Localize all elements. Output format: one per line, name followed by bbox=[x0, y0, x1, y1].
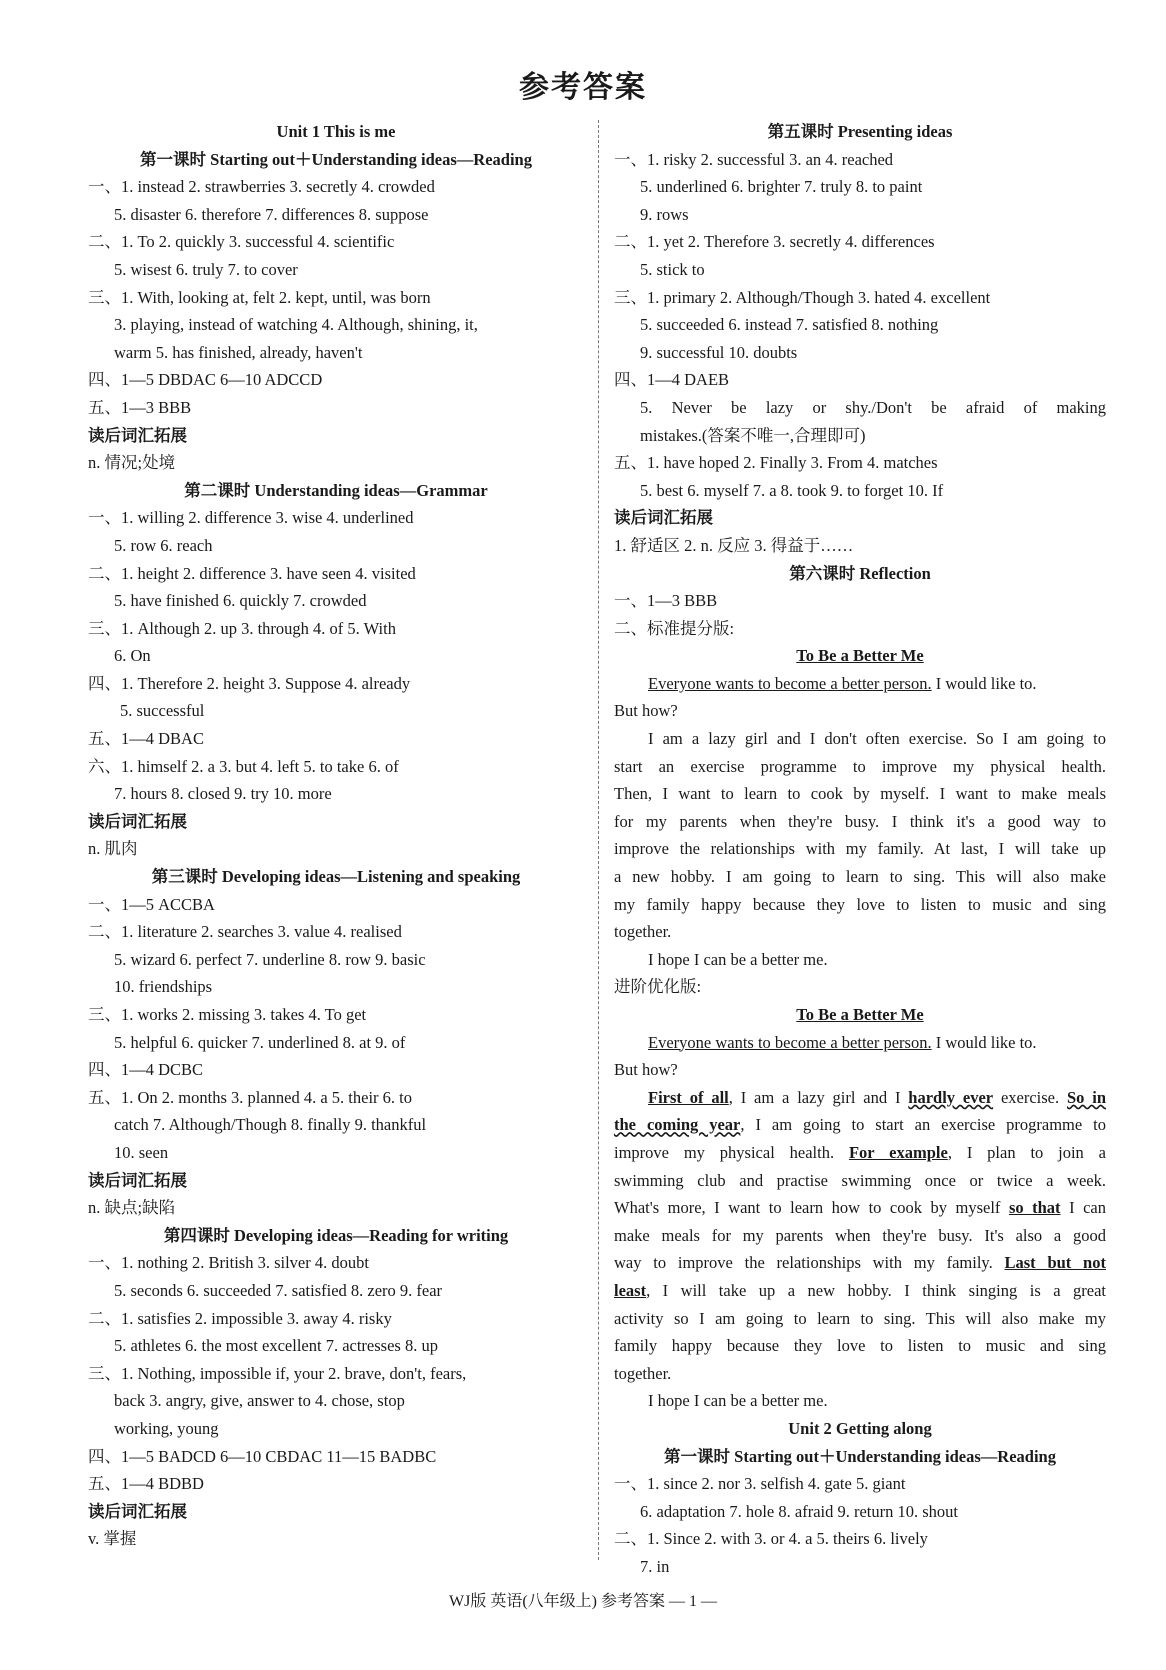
right-column bbox=[614, 118, 1106, 1580]
essay-line: family happy because they love to listen to music and sing bbox=[614, 1336, 1106, 1356]
essay-line: activity so I am going to learn to sing. This will also make my bbox=[614, 1308, 1106, 1328]
essay-title: To Be a Better Me bbox=[796, 1005, 924, 1024]
essay-line: I hope I can be a better me. bbox=[648, 1391, 828, 1411]
essay-line: least, I will take up a new hobby. I think singing is a great bbox=[614, 1280, 1106, 1300]
essay-line: way to improve the relationships with my family. Last but not bbox=[614, 1253, 1106, 1273]
answer-line: 四、1. Therefore 2. height 3. Suppose 4. already bbox=[88, 673, 411, 693]
essay-line: Everyone wants to become a better person. I would like to. bbox=[648, 1032, 1037, 1052]
answer-line: 一、1—5 ACCBA bbox=[88, 894, 215, 914]
answer-line: 一、1. willing 2. difference 3. wise 4. underlined bbox=[88, 508, 414, 528]
answer-line: 六、1. himself 2. a 3. but 4. left 5. to take 6. of bbox=[88, 756, 399, 776]
left-column bbox=[88, 118, 584, 1553]
answer-line: mistakes.(答案不唯一,合理即可) bbox=[640, 425, 866, 445]
answer-line: 5. wisest 6. truly 7. to cover bbox=[114, 259, 298, 279]
essay-line: Everyone wants to become a better person. I would like to. bbox=[648, 673, 1037, 693]
answer-line: n. 肌肉 bbox=[88, 839, 138, 859]
answer-line: 四、1—5 DBDAC 6—10 ADCCD bbox=[88, 370, 323, 390]
answer-line: 5. seconds 6. succeeded 7. satisfied 8. zero 9. fear bbox=[114, 1280, 443, 1300]
answer-line: 5. wizard 6. perfect 7. underline 8. row 9. basic bbox=[114, 949, 426, 969]
answer-line: 五、1. have hoped 2. Finally 3. From 4. matches bbox=[614, 453, 938, 473]
essay-line: But how? bbox=[614, 1060, 678, 1080]
answer-line: 6. adaptation 7. hole 8. afraid 9. return 10. shout bbox=[640, 1501, 959, 1521]
answer-line: 5. athletes 6. the most excellent 7. actresses 8. up bbox=[114, 1336, 438, 1356]
essay-line: I hope I can be a better me. bbox=[648, 949, 828, 969]
answer-line: 5. stick to bbox=[640, 259, 705, 279]
essay-title: To Be a Better Me bbox=[796, 646, 924, 666]
answer-line: 5. underlined 6. brighter 7. truly 8. to paint bbox=[640, 177, 923, 197]
answer-line: 5. best 6. myself 7. a 8. took 9. to forget 10. If bbox=[640, 480, 944, 500]
answer-line: 五、1—3 BBB bbox=[88, 397, 192, 417]
essay-line: make meals for my parents when they're busy. It's also a good bbox=[614, 1225, 1106, 1245]
answer-line: 五、1. On 2. months 3. planned 4. a 5. their 6. to bbox=[88, 1087, 413, 1107]
answer-line: 5. disaster 6. therefore 7. differences 8. suppose bbox=[114, 204, 429, 224]
essay-line: swimming club and practise swimming once or twice a week. bbox=[614, 1170, 1106, 1190]
essay-line: my family happy because they love to listen to music and sing bbox=[614, 894, 1106, 914]
vocab-heading: 读后词汇拓展 bbox=[88, 1501, 187, 1521]
essay-line: First of all, I am a lazy girl and I hardly ever exercise. So in bbox=[648, 1087, 1106, 1107]
lesson-heading: 第三课时 Developing ideas—Listening and speaking bbox=[151, 867, 521, 887]
essay-line: improve my physical health. For example, I plan to join a bbox=[614, 1142, 1106, 1162]
answer-line: 二、1. satisfies 2. impossible 3. away 4. risky bbox=[88, 1308, 392, 1328]
page-footer: WJ版 英语(八年级上) 参考答案 — 1 — bbox=[449, 1593, 717, 1610]
answer-line: 9. successful 10. doubts bbox=[640, 342, 798, 362]
essay-line: for my parents when they're busy. I think it's a good way to bbox=[614, 811, 1106, 831]
lesson-heading: 第一课时 Starting out＋Understanding ideas—Reading bbox=[140, 149, 532, 169]
unit-heading: Unit 2 Getting along bbox=[788, 1418, 932, 1438]
lesson-heading: 第五课时 Presenting ideas bbox=[767, 122, 953, 141]
answer-line: catch 7. Although/Though 8. finally 9. thankful bbox=[114, 1115, 427, 1135]
answer-line: 10. seen bbox=[114, 1142, 169, 1162]
answer-line: 三、1. Nothing, impossible if, your 2. brave, don't, fears, bbox=[88, 1363, 467, 1383]
answer-line: 一、1. instead 2. strawberries 3. secretly 4. crowded bbox=[88, 177, 435, 197]
answer-line: 二、标准提分版: bbox=[614, 618, 735, 638]
answer-line: back 3. angry, give, answer to 4. chose, stop bbox=[114, 1391, 405, 1411]
answer-line: 6. On bbox=[114, 646, 151, 666]
answer-line: warm 5. has finished, already, haven't bbox=[114, 342, 363, 362]
answer-line: 3. playing, instead of watching 4. Although, shining, it, bbox=[114, 315, 478, 335]
essay-line: together. bbox=[614, 1363, 672, 1383]
answer-line: 5. successful bbox=[120, 701, 205, 721]
essay-line: Then, I want to learn to cook by myself. I want to make meals bbox=[614, 784, 1106, 804]
answer-line: 五、1—4 BDBD bbox=[88, 1474, 204, 1494]
answer-line: 5. have finished 6. quickly 7. crowded bbox=[114, 591, 367, 611]
answer-line: 三、1. works 2. missing 3. takes 4. To get bbox=[88, 1005, 367, 1024]
answer-line: working, young bbox=[114, 1418, 219, 1438]
answer-line: 二、1. literature 2. searches 3. value 4. realised bbox=[88, 922, 402, 942]
answer-line: 二、1. height 2. difference 3. have seen 4. visited bbox=[88, 563, 416, 583]
unit-heading: Unit 1 This is me bbox=[276, 122, 396, 141]
vocab-heading: 读后词汇拓展 bbox=[88, 1170, 187, 1190]
vocab-heading: 读后词汇拓展 bbox=[88, 425, 187, 445]
essay-line: I am a lazy girl and I don't often exercise. So I am going to bbox=[648, 729, 1106, 749]
answer-line: 7. hours 8. closed 9. try 10. more bbox=[114, 784, 332, 804]
vocab-heading: 读后词汇拓展 bbox=[614, 508, 713, 528]
answer-line: 一、1—3 BBB bbox=[614, 591, 718, 611]
answer-line: 一、1. since 2. nor 3. selfish 4. gate 5. giant bbox=[614, 1474, 906, 1494]
answer-line: 7. in bbox=[640, 1556, 670, 1576]
column-divider bbox=[598, 120, 599, 1560]
answer-line: 一、1. risky 2. successful 3. an 4. reached bbox=[614, 149, 894, 169]
answer-line: 进阶优化版: bbox=[614, 977, 702, 997]
answer-line: v. 掌握 bbox=[88, 1529, 137, 1549]
essay-line: What's more, I want to learn how to cook by myself so that I can bbox=[614, 1198, 1106, 1218]
answer-line: n. 缺点;缺陷 bbox=[88, 1198, 176, 1218]
answer-line: 二、1. To 2. quickly 3. successful 4. scientific bbox=[88, 232, 395, 252]
answer-line: 一、1. nothing 2. British 3. silver 4. doubt bbox=[88, 1253, 369, 1273]
answer-line: 四、1—4 DCBC bbox=[88, 1060, 204, 1080]
answer-line: 5. succeeded 6. instead 7. satisfied 8. nothing bbox=[640, 315, 939, 335]
essay-line: the coming year, I am going to start an exercise programme to bbox=[614, 1115, 1106, 1135]
answer-line: 9. rows bbox=[640, 204, 689, 224]
answer-line: 三、1. With, looking at, felt 2. kept, until, was born bbox=[88, 287, 431, 307]
answer-line: 二、1. Since 2. with 3. or 4. a 5. theirs 6. lively bbox=[614, 1529, 928, 1549]
vocab-heading: 读后词汇拓展 bbox=[88, 811, 187, 831]
essay-line: improve the relationships with my family. At last, I will take up bbox=[614, 839, 1106, 859]
answer-line: 四、1—4 DAEB bbox=[614, 370, 730, 390]
answer-line: 三、1. primary 2. Although/Though 3. hated 4. excellent bbox=[614, 287, 991, 307]
lesson-heading: 第一课时 Starting out＋Understanding ideas—Reading bbox=[664, 1446, 1056, 1466]
essay-line: But how? bbox=[614, 701, 678, 721]
answer-line: 5. row 6. reach bbox=[114, 535, 213, 555]
essay-line: together. bbox=[614, 922, 672, 942]
answer-line: 四、1—5 BADCD 6—10 CBDAC 11—15 BADBC bbox=[88, 1446, 437, 1466]
essay-line: start an exercise programme to improve my physical health. bbox=[614, 756, 1106, 776]
answer-line: 二、1. yet 2. Therefore 3. secretly 4. differences bbox=[614, 232, 935, 252]
answer-line: 五、1—4 DBAC bbox=[88, 729, 204, 749]
answer-line: n. 情况;处境 bbox=[88, 453, 176, 473]
lesson-heading: 第六课时 Reflection bbox=[789, 563, 931, 583]
answer-line: 三、1. Although 2. up 3. through 4. of 5. With bbox=[88, 618, 396, 638]
essay-line: a new hobby. I am going to learn to sing. This will also make bbox=[614, 867, 1106, 887]
answer-line: 10. friendships bbox=[114, 977, 213, 997]
answer-line: 5. helpful 6. quicker 7. underlined 8. at 9. of bbox=[114, 1032, 406, 1052]
page-title: 参考答案 bbox=[519, 71, 647, 104]
answer-line: 5. Never be lazy or shy./Don't be afraid of making bbox=[640, 397, 1106, 417]
lesson-heading: 第四课时 Developing ideas—Reading for writing bbox=[163, 1225, 509, 1245]
answer-line: 1. 舒适区 2. n. 反应 3. 得益于…… bbox=[614, 535, 854, 555]
lesson-heading: 第二课时 Understanding ideas—Grammar bbox=[184, 480, 488, 500]
